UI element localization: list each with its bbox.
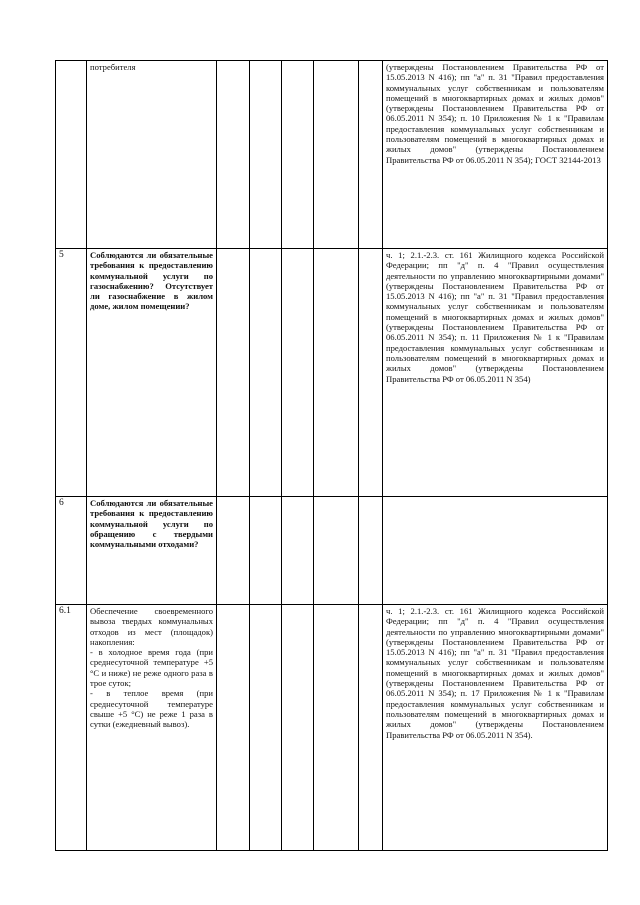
table-body bbox=[56, 61, 608, 851]
table-row bbox=[56, 497, 608, 605]
requirement-text: Соблюдаются ли обязательные требования к предоставлению коммунальной услуги по обращению с твердыми коммунальными отходами? bbox=[87, 497, 217, 605]
answer-cell bbox=[282, 497, 314, 605]
answer-cell bbox=[250, 61, 282, 249]
answer-cell bbox=[217, 249, 250, 497]
table-row bbox=[56, 605, 608, 851]
requirement-text: потребителя bbox=[87, 61, 217, 249]
legal-reference bbox=[383, 497, 608, 605]
answer-cell bbox=[217, 497, 250, 605]
answer-cell bbox=[250, 249, 282, 497]
answer-cell bbox=[359, 61, 383, 249]
answer-cell bbox=[217, 605, 250, 851]
answer-cell bbox=[359, 497, 383, 605]
legal-reference: ч. 1; 2.1.-2.3. ст. 161 Жилищного кодекса Российской Федерации; пп "д" п. 4 "Правил осуществления деятельности по управлению многоквартирными домами" (утверждены Постановлением Правительства РФ от 15.05.2013 N 416); пп "а" п. 31 "Правил предоставления коммунальных услуг собственникам и пользователям помещений в многоквартирных домах и жилых домов" (утверждены Постановлением Правительства РФ от 06.05.2011 N 354); п. 11 Приложения № 1 к "Правилам предоставления коммунальных услуг собственникам и пользователям помещений в многоквартирных домах и жилых домов" (утверждены Постановлением Правительства РФ от 06.05.2011 N 354) bbox=[383, 249, 608, 497]
answer-cell bbox=[282, 249, 314, 497]
answer-cell bbox=[314, 249, 359, 497]
answer-cell bbox=[282, 605, 314, 851]
checklist-table bbox=[55, 60, 608, 851]
answer-cell bbox=[250, 605, 282, 851]
requirement-text: Обеспечение своевременного вывоза твердых коммунальных отходов из мест (площадок) накопления: - в холодное время года (при среднесуточной температуре +5 °С и ниже) не реже одного раза в трое суток; - в теплое время (при среднесуточной температуре свыше +5 °С) не реже 1 раза в сутки (ежедневный вывоз). bbox=[87, 605, 217, 851]
legal-reference: (утверждены Постановлением Правительства РФ от 15.05.2013 N 416); пп "а" п. 31 "Правил предоставления коммунальных услуг собственникам и пользователям помещений в многоквартирных домах и жилых домов" (утверждены Постановлением Правительства РФ от 06.05.2011 N 354); п. 10 Приложения № 1 к "Правилам предоставления коммунальных услуг собственникам и пользователям помещений в многоквартирных домах и жилых домов" (утверждены Постановлением Правительства РФ от 06.05.2011 N 354); ГОСТ 32144-2013 bbox=[383, 61, 608, 249]
answer-cell bbox=[314, 497, 359, 605]
answer-cell bbox=[314, 61, 359, 249]
legal-reference: ч. 1; 2.1.-2.3. ст. 161 Жилищного кодекса Российской Федерации; пп "д" п. 4 "Правил осуществления деятельности по управлению многоквартирными домами" (утверждены Постановлением Правительства РФ от 15.05.2013 N 416); пп "а" п. 31 "Правил предоставления коммунальных услуг собственникам и пользователям помещений в многоквартирных домах и жилых домов" (утверждены Постановлением Правительства РФ от 06.05.2011 N 354); п. 17 Приложения № 1 к "Правилам предоставления коммунальных услуг собственникам и пользователям помещений в многоквартирных домах и жилых домов" (утверждены Постановлением Правительства РФ от 06.05.2011 N 354). bbox=[383, 605, 608, 851]
answer-cell bbox=[282, 61, 314, 249]
answer-cell bbox=[217, 61, 250, 249]
row-number: 6.1 bbox=[56, 605, 87, 851]
table-row bbox=[56, 61, 608, 249]
answer-cell bbox=[314, 605, 359, 851]
row-number: 5 bbox=[56, 249, 87, 497]
answer-cell bbox=[250, 497, 282, 605]
row-number: 6 bbox=[56, 497, 87, 605]
row-number bbox=[56, 61, 87, 249]
requirement-text: Соблюдаются ли обязательные требования к предоставлению коммунальной услуги по газоснабжению? Отсутствует ли газоснабжение в жилом доме, жилом помещении? bbox=[87, 249, 217, 497]
answer-cell bbox=[359, 605, 383, 851]
answer-cell bbox=[359, 249, 383, 497]
table-row bbox=[56, 249, 608, 497]
